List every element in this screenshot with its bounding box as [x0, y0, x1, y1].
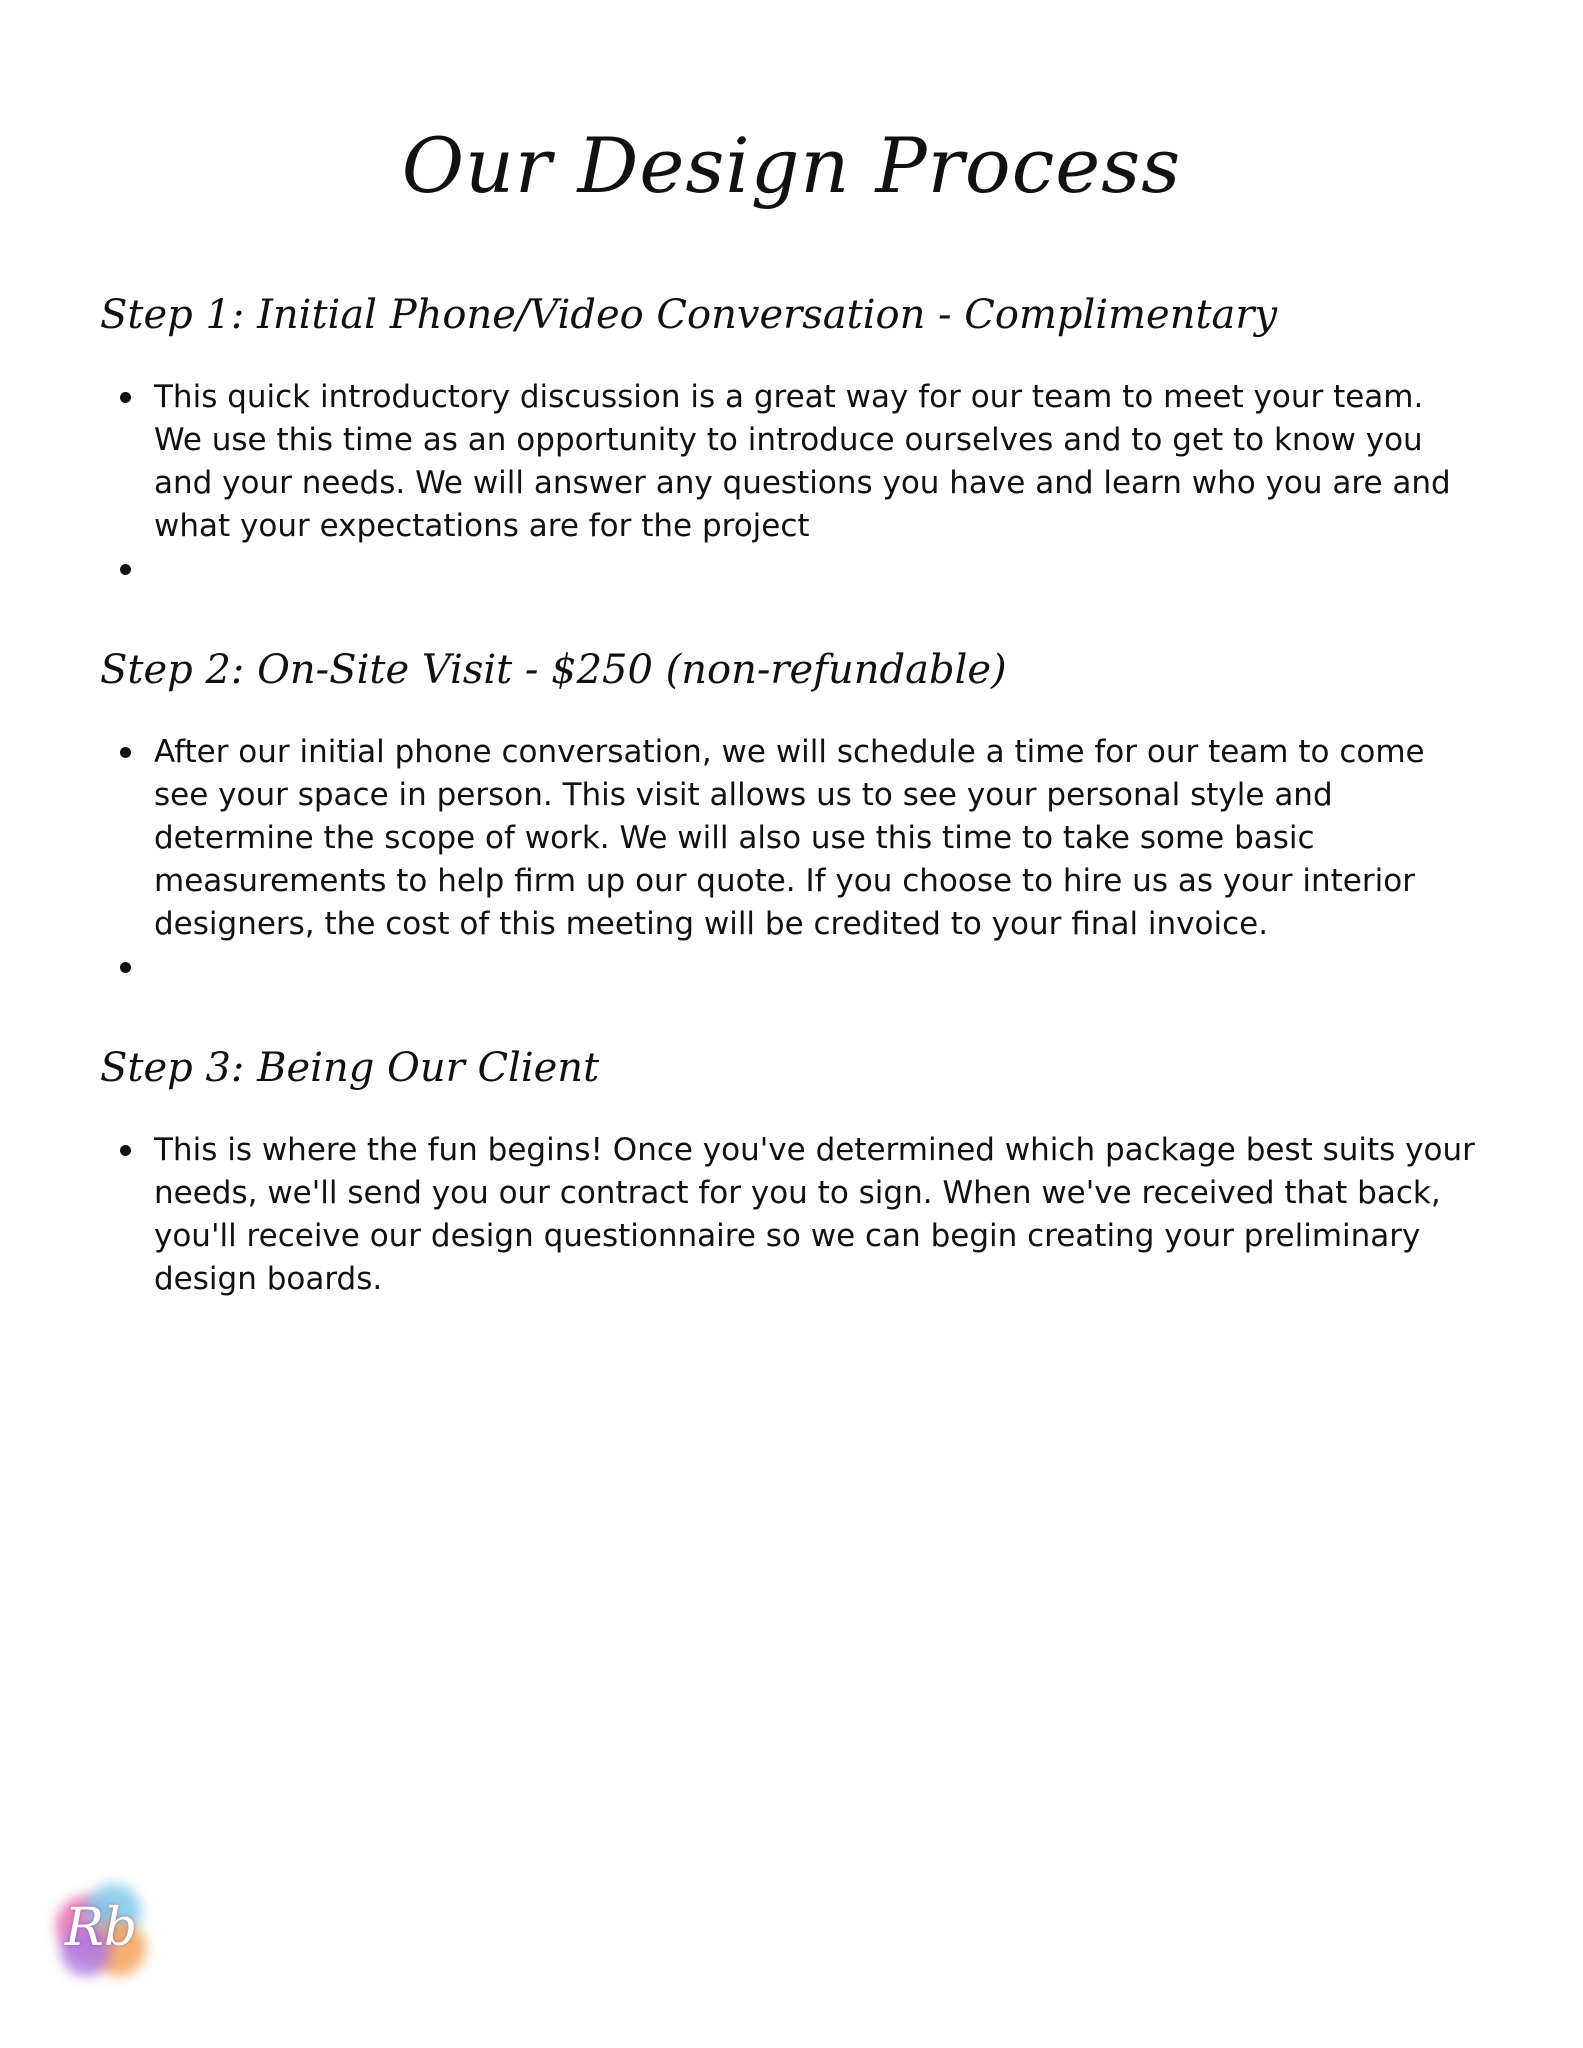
step-3-list	[100, 1129, 1480, 1301]
list-item	[100, 376, 1480, 548]
brand-logo	[46, 1876, 156, 1986]
step-3-heading: Step 3: Being Our Client	[100, 1045, 600, 1091]
bullet-icon	[120, 564, 131, 575]
step-1-section	[100, 290, 1480, 591]
list-item	[100, 548, 1480, 591]
list-item-text: This quick introductory discussion is a great way for our team to meet your team. We use this time as an opportunity to introduce ourselves and to get to know you and your needs. We will answer any questions you have and learn who you are and what your expectations are for the project	[154, 379, 1451, 544]
step-2-list	[100, 731, 1480, 989]
list-item	[100, 731, 1480, 946]
step-3-section	[100, 1043, 1480, 1301]
logo-monogram: Rb	[64, 1898, 138, 1958]
list-item	[100, 1129, 1480, 1301]
step-1-heading: Step 1: Initial Phone/Video Conversation - Complimentary	[100, 292, 1278, 338]
bullet-icon	[120, 392, 131, 403]
list-item-text: After our initial phone conversation, we will schedule a time for our team to come see your space in person. This visit allows us to see your personal style and determine the scope of work. We will also use this time to take some basic measurements to help firm up our quote. If you choose to hire us as your interior designers, the cost of this meeting will be credited to your final invoice.	[154, 734, 1425, 942]
step-1-list	[100, 376, 1480, 591]
step-2-heading: Step 2: On-Site Visit - $250 (non-refundable)	[100, 647, 1007, 693]
bullet-icon	[120, 1145, 131, 1156]
list-item-text: This is where the fun begins! Once you've determined which package best suits your needs, we'll send you our contract for you to sign. When we've received that back, you'll receive our design questionnaire so we can begin creating your preliminary design boards.	[154, 1132, 1475, 1297]
list-item	[100, 946, 1480, 989]
step-2-section	[100, 645, 1480, 989]
bullet-icon	[120, 747, 131, 758]
page-title: Our Design Process	[401, 121, 1182, 210]
bullet-icon	[120, 962, 131, 973]
